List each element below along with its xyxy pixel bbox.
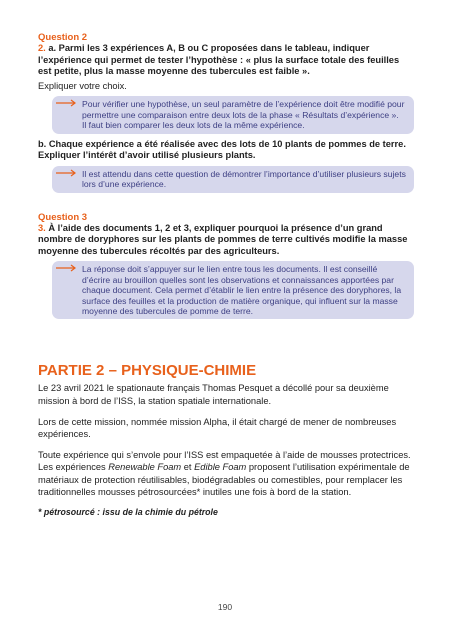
arrow-right-icon <box>55 262 79 274</box>
arrow-right-icon <box>55 97 79 109</box>
hint-3-text: La réponse doit s’appuyer sur le lien entre tous les documents. Il est conseillé d’écrire au brouillon quelles sont les observations et connaissances apportées par chaque document. Cela permet d’établir le lien entre la présence des doryphores, la surface des feuilles et la production de matière organique, qui influent sur la masse moyenne des tubercules de pomme de terre. <box>82 264 402 316</box>
question-2b-text: b. Chaque expérience a été réalisée avec des lots de 10 plants de pommes de terre. Expliquer l’intérêt d’avoir utilisé plusieurs plants. <box>38 138 406 161</box>
arrow-right-icon <box>55 167 79 179</box>
p3-part-c: proposent l’utilisation expérimentale de matériaux de protection réutilisables, biodégradables ou comestibles, pour remplacer les traditionnelles mousses pétrosourcées* inutiles une fois à bord de la station. <box>38 462 410 497</box>
hint-2b-text: Il est attendu dans cette question de démontrer l’importance d’utiliser plusieurs sujets lors d’une expérience. <box>82 168 406 190</box>
question-2a-text <box>38 43 414 78</box>
question-3-title: Question 3 <box>38 211 88 223</box>
page-content <box>38 32 414 518</box>
part-2-paragraph-1: Le 23 avril 2021 le spationaute français Thomas Pesquet a décollé pour sa deuxième mission à bord de l’ISS, la station spatiale internationale. <box>38 383 389 406</box>
p3-part-a: Toute expérience qui s’envole pour l’ISS est empaquetée à l’aide de mousses protectrices. Les expériences <box>38 450 411 473</box>
question-2-title: Question 2 <box>38 32 88 43</box>
question-3-text <box>38 223 414 258</box>
question-2a-explain: Expliquer votre choix. <box>38 80 127 91</box>
hint-2a-line2: Il faut bien comparer les deux lots de la même expérience. <box>82 120 305 131</box>
edible-foam-term: Edible Foam <box>194 462 247 473</box>
question-2-number: 2. <box>38 43 46 53</box>
hint-2a-line1: Pour vérifier une hypothèse, un seul paramètre de l’expérience doit être modifié pour permettre une comparaison entre deux lots de la phase « Résultats d’expérience ». <box>82 99 405 120</box>
renewable-foam-term: Renewable Foam <box>108 462 182 473</box>
hint-box-2b <box>52 166 414 193</box>
part-2-title: PARTIE 2 – PHYSIQUE-CHIMIE <box>38 362 257 380</box>
footnote: * pétrosourcé : issu de la chimie du pétrole <box>38 507 218 518</box>
question-2a-body: a. Parmi les 3 expériences A, B ou C proposées dans le tableau, indiquer l’expérience qui permet de tester l’hypothèse : « plus la surface totale des feuilles est petite, plus la masse moyenne des tubercules est faible ». <box>38 43 400 77</box>
part-2-paragraph-3 <box>38 449 414 498</box>
question-3-number: 3. <box>38 222 46 233</box>
hint-box-3 <box>52 261 414 319</box>
p3-part-b: et <box>181 462 195 473</box>
question-3-body: À l’aide des documents 1, 2 et 3, expliquer pourquoi la présence d’un grand nombre de doryphores sur les plants de pommes de terre cultivés modifie la masse moyenne des tubercules récoltés par des agriculteurs. <box>38 222 408 256</box>
hint-box-2a <box>52 96 414 133</box>
page-number: 190 <box>217 602 233 612</box>
part-2-paragraph-2: Lors de cette mission, nommée mission Alpha, il était chargé de mener de nombreuses expériences. <box>38 416 397 440</box>
